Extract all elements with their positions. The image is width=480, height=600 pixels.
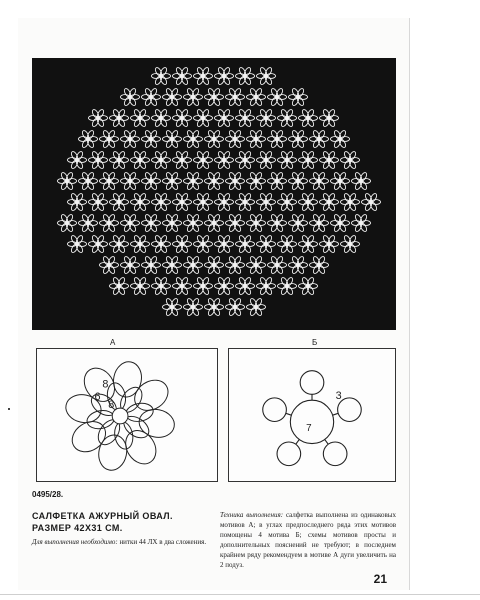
pattern-title <box>32 510 173 534</box>
diagram-b-label: Б <box>312 338 318 347</box>
materials-lead: Для выполнения необходимо: <box>32 538 118 546</box>
scan-edge <box>0 594 480 595</box>
motif-b-diagram <box>229 349 395 481</box>
magazine-page <box>18 18 410 590</box>
diagram-a-label: А <box>110 338 116 347</box>
scan-speck <box>8 408 10 410</box>
motif-b-number: 3 <box>335 390 342 403</box>
title-line: РАЗМЕР 42Х31 СМ. <box>32 523 123 533</box>
lace-doily-illustration <box>32 58 396 330</box>
materials-text <box>32 538 218 547</box>
technique-body: салфетка выполнена из одинаковых мотивов А; в углах предпоследнего ряда этих мотивов помощены 4 мотива Б; схемы мотивов просты и дополнительных пояснений не требуют; в последнем крайнем ряду рекомендуем в мотиве А дуги увеличить на 2 подуз. <box>220 511 397 569</box>
motif-a-number: 8 <box>102 378 109 391</box>
motif-a-number: 8 <box>108 399 115 412</box>
diagram-b-box <box>228 348 396 482</box>
pattern-code: 0495/28. <box>32 490 64 499</box>
page-number: 21 <box>373 572 387 586</box>
motif-a-center <box>112 408 128 424</box>
motif-b-number: 7 <box>306 422 312 434</box>
materials-body: нитки 44 ЛХ в два сложения. <box>117 538 207 546</box>
diagram-a-box <box>36 348 218 482</box>
motif-a-diagram <box>37 349 217 481</box>
technique-text <box>220 510 396 570</box>
motif-a-number: 6 <box>94 391 101 404</box>
doily-photo <box>32 58 396 330</box>
technique-lead: Техника выполнения: <box>220 511 284 519</box>
title-line: САЛФЕТКА АЖУРНЫЙ ОВАЛ. <box>32 511 173 521</box>
